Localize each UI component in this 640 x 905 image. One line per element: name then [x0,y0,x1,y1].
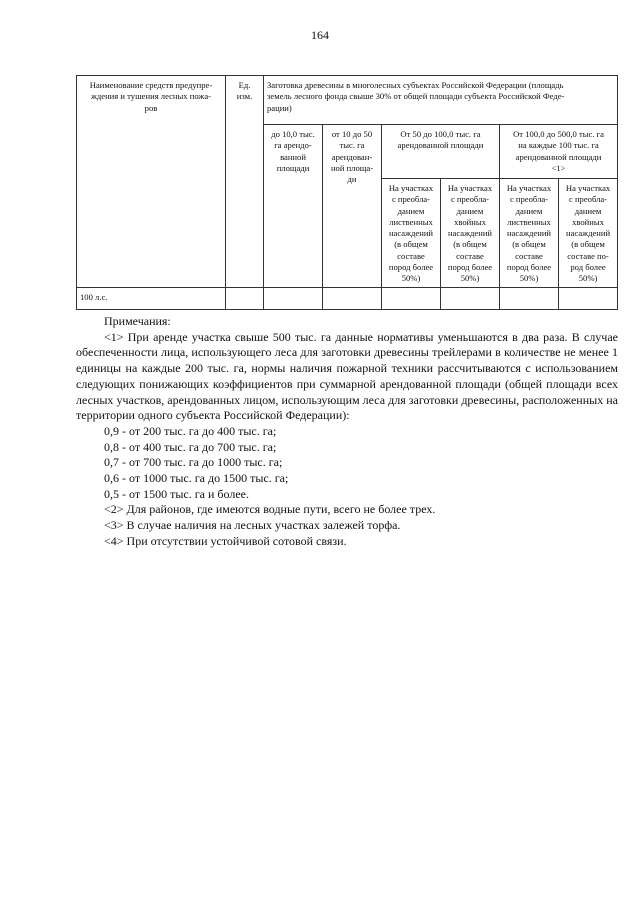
header-100-to-500-label: От 100,0 до 500,0 тыс. га на каждые 100 тыс. га арендованной площади <1> [513,129,604,173]
page-number: 164 [311,28,329,42]
row-name-cell [77,288,226,310]
header-100-to-500-cell [500,125,618,179]
header-10-to-50-cell [323,125,382,288]
table-cell [559,288,618,310]
header-name-label: Наименование средств предупре- ждения и тушения лесных пожа- ров [89,80,213,113]
header-leaf-1-cell [382,179,441,288]
header-up-to-10-label: до 10,0 тыс. га арендо- ванной площади [271,129,315,173]
coefficient-line: 0,5 - от 1500 тыс. га и более. [104,486,249,501]
coefficient-line: 0,6 - от 1000 тыс. га до 1500 тыс. га; [104,471,289,486]
note-4: <4> При отсутствии устойчивой сотовой связи. [104,533,347,548]
table-cell [226,288,264,310]
table-cell [441,288,500,310]
row-name-label: 100 л.с. [80,292,108,302]
table-cell [500,288,559,310]
header-50-to-100-label: От 50 до 100,0 тыс. га арендованной площади [397,129,484,151]
header-10-to-50-label: от 10 до 50 тыс. га арендован- ной площа- ди [330,129,374,185]
table-cell [382,288,441,310]
header-leaf-3-cell [500,179,559,288]
notes-title: Примечания: [104,314,171,328]
coefficient-line: 0,9 - от 200 тыс. га до 400 тыс. га; [104,423,277,438]
note-2: <2> Для районов, где имеются водные пути, всего не более трех. [104,502,436,517]
coefficient-line: 0,8 - от 400 тыс. га до 700 тыс. га; [104,439,277,454]
note-1: <1> При аренде участка свыше 500 тыс. га данные нормативы уменьшаются в два раза. В случае обеспеченности лица, использующего леса для заготовки древесины трейлерами в количестве не менее 1 единицы на каждые 200 тыс. га, нормы наличия пожарной техники рассчитываются с использованием следующих понижающих коэффициентов при суммарной арендованной площади (общей площади всех лесных участков, арендованных лицом, использующим леса для заготовки древесины, расположенных на территории одного субъекта Российской Федерации): [76,329,618,423]
table-header-row-1 [77,76,618,125]
table-row [77,288,618,310]
header-name-cell [77,76,226,288]
fire-equipment-norms-table [76,75,618,310]
header-leaf-4-label: На участках с преобла- данием хвойных насаждений (в общем составе по- род более 50%) [565,183,611,284]
table-cell [323,288,382,310]
notes-section [76,314,618,550]
header-group-label: Заготовка древесины в многолесных субъектах Российской Федерации (площадь земель лесного фонда свыше 30% от общей площади субъекта Российской Феде- рации) [267,80,565,113]
header-up-to-10-cell [264,125,323,288]
coefficient-line: 0,7 - от 700 тыс. га до 1000 тыс. га; [104,455,283,470]
header-unit-label: Ед. изм. [236,80,253,102]
header-group-cell [264,76,618,125]
header-leaf-2-cell [441,179,500,288]
header-50-to-100-cell [382,125,500,179]
header-unit-cell [226,76,264,288]
header-leaf-1-label: На участках с преобла- данием лиственных насаждений (в общем составе пород более 50%) [388,183,434,284]
header-leaf-2-label: На участках с преобла- данием хвойных насаждений (в общем составе пород более 50%) [447,183,493,284]
header-leaf-3-label: На участках с преобла- данием лиственных насаждений (в общем составе пород более 50%) [506,183,552,284]
table-cell [264,288,323,310]
note-3: <3> В случае наличия на лесных участках залежей торфа. [104,518,401,533]
header-leaf-4-cell [559,179,618,288]
